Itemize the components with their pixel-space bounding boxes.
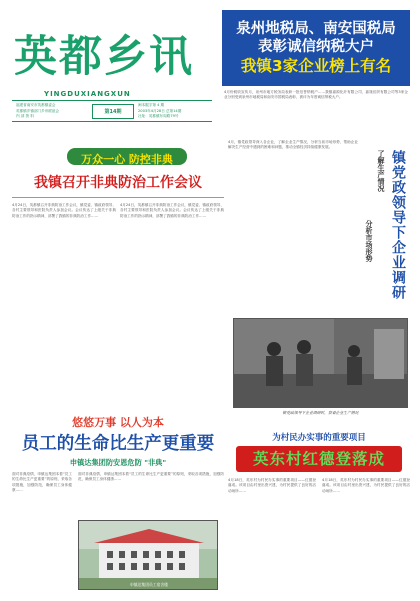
section-c-body-col1: 4月18日，英东村为村民办实事的重要项目——红德登落成。该项目由村里出资兴建，为村民提供了良好的活动场所…… — [228, 478, 316, 493]
section-b-kicker: 悠悠万事 以人为本 — [72, 416, 164, 429]
section-b-body-col2: 面对非典疫情，申镇达集团本着“员工的生命比生产更重要”的原则，采取各项措施，加强防范，确保员工身体健康…… — [78, 472, 224, 482]
section-c — [228, 430, 410, 592]
building-photo-caption: 申镇达集团员工宿舍楼 — [130, 582, 168, 587]
section-a-headline: 我镇召开非典防治工作会议 — [34, 175, 202, 191]
section-b — [12, 412, 224, 592]
masthead-info-bar — [12, 100, 212, 122]
leaders-photo-caption: 镇党政领导下企业调研时，察看企业生产情况 — [282, 410, 359, 415]
right-column-body: 4月，镇党政领导深入各企业，了解企业生产情况，分析当前市场形势，帮助企业解决生产经营中遇到的困难和问题，推动全镇经济持续健康发展。 — [228, 140, 358, 150]
top-right-headline-1: 泉州地税局、南安国税局 — [236, 21, 396, 37]
section-b-headline: 员工的生命比生产更重要 — [21, 434, 215, 454]
masthead-pinyin: YINGDUXIANGXUN — [44, 90, 131, 98]
issue-badge: 第14期 — [92, 104, 134, 119]
building-photo-image — [79, 521, 218, 590]
top-right-headline-box — [222, 10, 410, 86]
section-a-kicker: 万众一心 防控非典 — [67, 148, 187, 165]
section-a-body-col2: 4月24日，英都镇召开非典防治工作会议，镇党委、镇政府领导、各村主要领导和医院负责人参加会议。会议传达了上级关于非典防治工作的指示精神，部署了我镇的非典防治工作…… — [120, 203, 224, 218]
section-a-divider — [12, 197, 224, 198]
top-right-body: 4月份税收宣传月，泉州市地方税务局表彰一批信誉纳税户……我镇嘉源化纤有限公司、嘉晟纺织有限公司等3家企业分别受到泉州市地税局和南安市国税局表彰，被评为年度诚信纳税大户。 — [224, 90, 408, 100]
leaders-photo-image — [234, 319, 408, 408]
right-column-article — [228, 140, 410, 315]
section-a-body-col1: 4月24日，英都镇召开非典防治工作会议，镇党委、镇政府领导、各村主要领导和医院负责人参加会议。会议传达了上级关于非典防治工作的指示精神，部署了我镇的非典防治工作…… — [12, 203, 116, 218]
section-c-kicker: 为村民办实事的重要项目 — [272, 433, 366, 443]
masthead — [12, 10, 212, 122]
top-right-article — [222, 10, 410, 136]
masthead-info-left: 福建省南安市英都镇委会 英都镇乡镇部门乡讯联谊会 内 部 资 料 — [16, 103, 60, 119]
section-c-headline-box — [236, 446, 402, 472]
section-a — [12, 145, 224, 407]
top-right-headline-2: 表彰诚信纳税大户 — [258, 39, 374, 55]
right-column-vertical-headline: 镇党政领导下企业调研 — [390, 150, 406, 300]
section-b-body-col1: 面对非典疫情，申镇达集团本着“员工的生命比生产更重要”的原则，采取各项措施，加强防范，确保员工身体健康…… — [12, 472, 72, 493]
section-c-body-col2: 4月18日，英东村为村民办实事的重要项目——红德登落成。该项目由村里出资兴建，为村民提供了良好的活动场所…… — [322, 478, 410, 493]
section-c-headline: 英东村红德登落成 — [252, 450, 385, 468]
right-column-sub-1: 了解生产情况 — [377, 150, 385, 192]
masthead-title: 英都乡讯 — [14, 32, 194, 82]
section-b-subhead: 申镇达集团防安恩危防 "非典" — [69, 458, 167, 467]
leaders-photo — [233, 318, 408, 408]
building-photo — [78, 520, 218, 590]
masthead-info-right: 闽本服字第 4 期 2003年4月28日 总第14期 社址：英都镇东周路79号 — [138, 103, 182, 119]
top-right-headline-3: 我镇3家企业榜上有名 — [240, 57, 392, 75]
right-column-sub-2: 分析市场形势 — [365, 220, 373, 262]
